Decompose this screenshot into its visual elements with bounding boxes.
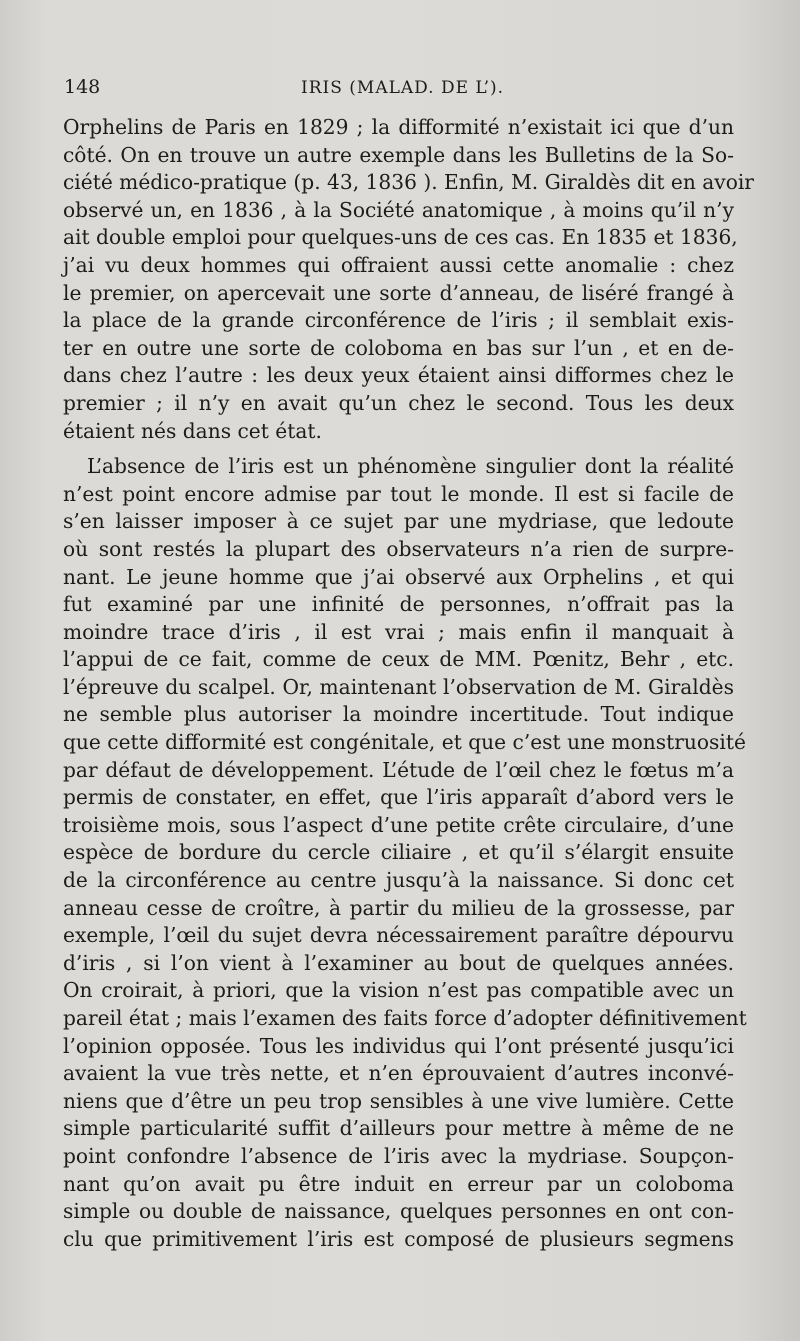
text-line: la place de la grande circonférence de l’iris ; il semblait exis-	[63, 308, 734, 333]
page-number: 148	[64, 76, 101, 98]
text-line: l’opinion opposée. Tous les individus qui l’ont présenté jusqu’ici	[63, 1033, 734, 1058]
text-line: moindre trace d’iris , il est vrai ; mais enfin il manquait à	[63, 619, 734, 644]
text-line: avaient la vue très nette, et n’en éprouvaient d’autres inconvé-	[63, 1061, 734, 1086]
text-line: niens que d’être un peu trop sensibles à une vive lumière. Cette	[63, 1088, 734, 1113]
text-line: troisième mois, sous l’aspect d’une petite crête circulaire, d’une	[63, 812, 734, 837]
body-text	[63, 114, 754, 1253]
text-line: observé un, en 1836 , à la Société anatomique , à moins qu’il n’y	[63, 197, 734, 222]
text-line: l’épreuve du scalpel. Or, maintenant l’observation de M. Giraldès	[63, 674, 734, 699]
running-title: IRIS (MALAD. DE L’).	[301, 78, 505, 98]
text-line: simple ou double de naissance, quelques personnes en ont con-	[63, 1199, 734, 1224]
text-line: l’appui de ce fait, comme de ceux de MM. Pœnitz, Behr , etc.	[63, 647, 734, 672]
text-line: ne semble plus autoriser la moindre incertitude. Tout indique	[63, 702, 734, 727]
text-line: par défaut de développement. L’étude de l’œil chez le fœtus m’a	[63, 757, 734, 782]
text-line: simple particularité suffit d’ailleurs pour mettre à même de ne	[63, 1116, 734, 1141]
text-line: n’est point encore admise par tout le monde. Il est si facile de	[63, 481, 734, 506]
text-line: s’en laisser imposer à ce sujet par une mydriase, que ledoute	[63, 509, 734, 534]
text-line: ait double emploi pour quelques-uns de ces cas. En 1835 et 1836,	[63, 225, 738, 250]
text-line: que cette difformité est congénitale, et que c’est une monstruosité	[63, 730, 746, 755]
text-line: anneau cesse de croître, à partir du milieu de la grossesse, par	[63, 895, 734, 920]
text-line: fut examiné par une infinité de personnes, n’offrait pas la	[63, 592, 734, 617]
text-line: clu que primitivement l’iris est composé de plusieurs segmens	[63, 1226, 734, 1251]
text-line: espèce de bordure du cercle ciliaire , et qu’il s’élargit ensuite	[63, 840, 734, 865]
text-line: nant. Le jeune homme que j’ai observé aux Orphelins , et qui	[63, 564, 734, 589]
text-line: ter en outre une sorte de coloboma en bas sur l’un , et en de-	[63, 335, 734, 360]
text-line: exemple, l’œil du sujet devra nécessairement paraître dépourvu	[63, 923, 734, 948]
text-line: où sont restés la plupart des observateurs n’a rien de surpre-	[63, 536, 734, 561]
text-line: pareil état ; mais l’examen des faits force d’adopter définitivement	[63, 1006, 747, 1030]
text-line: j’ai vu deux hommes qui offraient aussi cette anomalie : chez	[63, 252, 734, 277]
text-line: On croirait, à priori, que la vision n’est pas compatible avec un	[63, 978, 734, 1003]
text-line: permis de constater, en effet, que l’iris apparaît d’abord vers le	[63, 785, 734, 810]
text-line: premier ; il n’y en avait qu’un chez le second. Tous les deux	[63, 390, 734, 415]
text-line: côté. On en trouve un autre exemple dans les Bulletins de la So-	[63, 142, 734, 167]
text-line: L’absence de l’iris est un phénomène singulier dont la réalité	[87, 454, 734, 479]
text-line: le premier, on apercevait une sorte d’anneau, de liséré frangé à	[63, 280, 734, 305]
text-line: dans chez l’autre : les deux yeux étaient ainsi difformes chez le	[63, 363, 734, 388]
page-header	[64, 76, 734, 106]
paragraph	[63, 453, 747, 1253]
text-line: étaient nés dans cet état.	[63, 418, 322, 443]
text-line: point confondre l’absence de l’iris avec la mydriase. Soupçon-	[63, 1143, 734, 1168]
text-line: Orphelins de Paris en 1829 ; la difformité n’existait ici que d’un	[63, 115, 734, 139]
text-line: nant qu’on avait pu être induit en erreur par un coloboma	[63, 1171, 734, 1196]
text-line: d’iris , si l’on vient à l’examiner au bout de quelques années.	[63, 950, 734, 975]
text-line: ciété médico-pratique (p. 43, 1836 ). Enfin, M. Giraldès dit en avoir	[63, 170, 754, 195]
paragraph	[63, 114, 754, 445]
text-line: de la circonférence au centre jusqu’à la naissance. Si donc cet	[63, 868, 734, 893]
